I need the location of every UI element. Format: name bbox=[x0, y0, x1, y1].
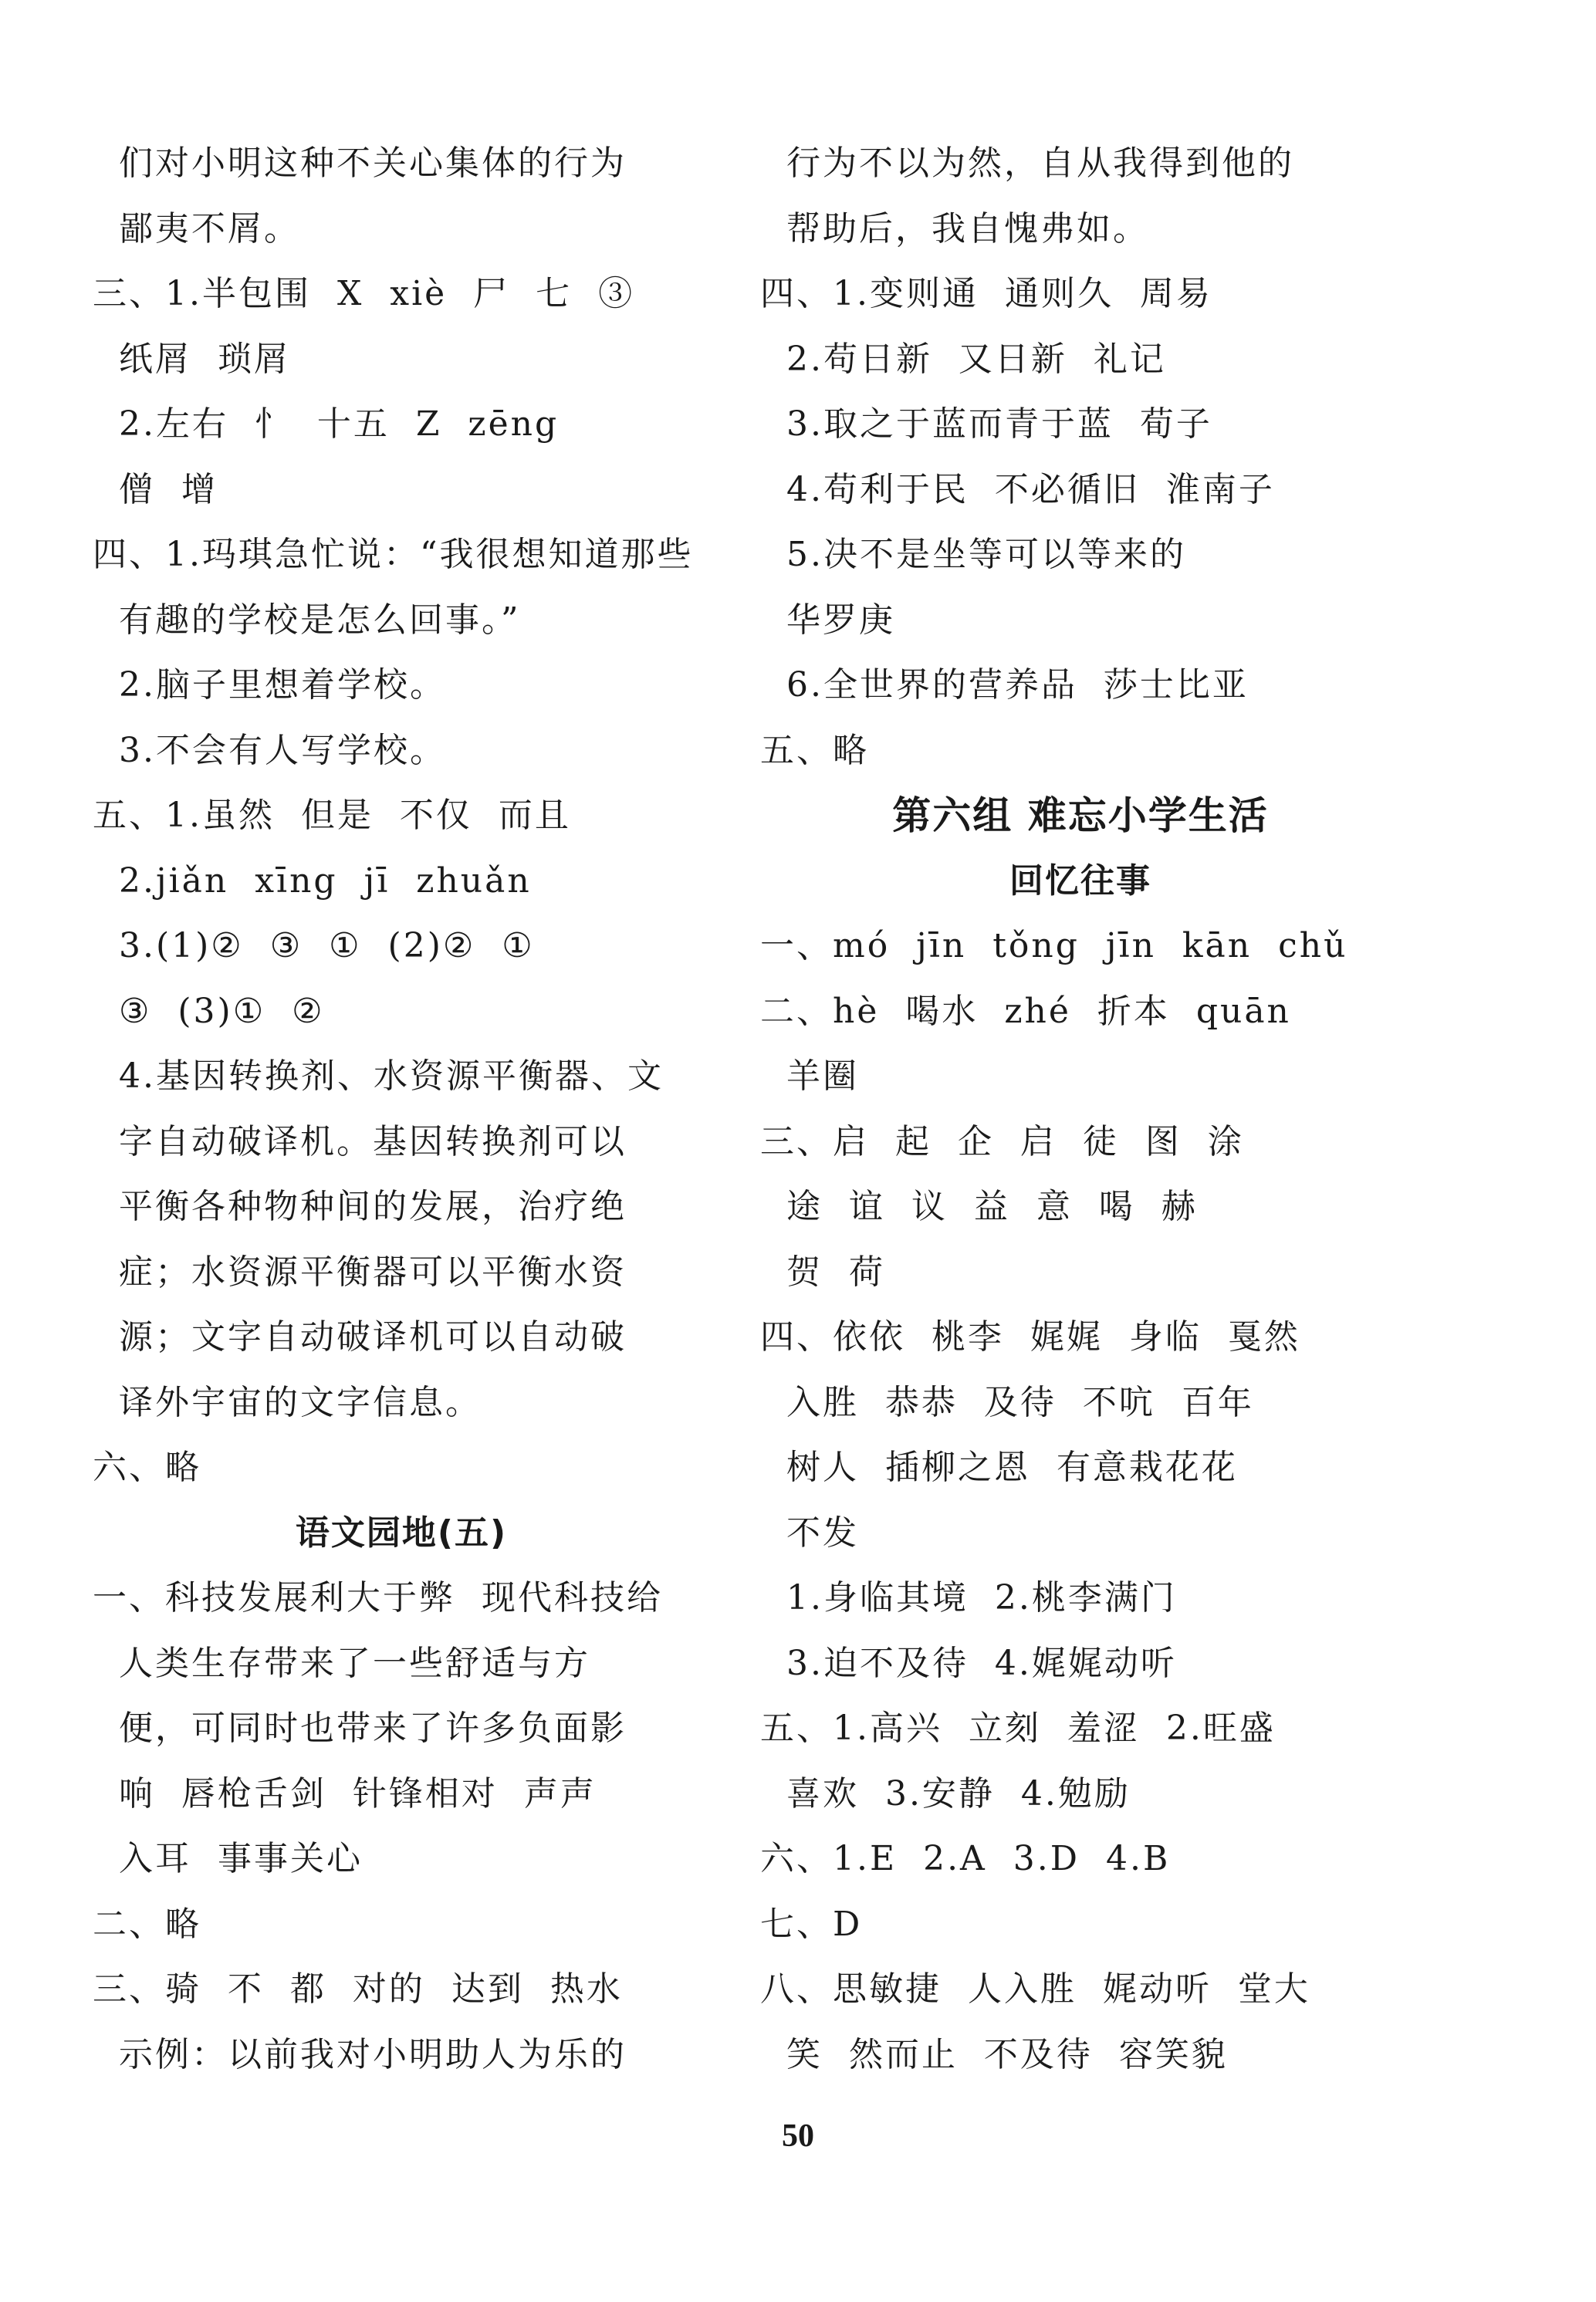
answer-line: 不发 bbox=[760, 1513, 859, 1553]
answer-line: 2.脑子里想着学校。 bbox=[93, 665, 446, 705]
answer-line: 3.取之于蓝而青于蓝 荀子 bbox=[760, 404, 1212, 444]
answer-line: 5.决不是坐等可以等来的 bbox=[760, 535, 1186, 574]
answer-line: 华罗庚 bbox=[760, 600, 895, 640]
answer-line: 们对小明这种不关心集体的行为 bbox=[93, 144, 627, 183]
answer-line: 字自动破译机。基因转换剂可以 bbox=[93, 1121, 627, 1161]
answer-line: 贺 荷 bbox=[760, 1252, 885, 1292]
answer-line: 三、骑 不 都 对的 达到 热水 bbox=[93, 1969, 623, 2009]
answer-line: 2.苟日新 又日新 礼记 bbox=[760, 339, 1166, 379]
answer-line: 4.苟利于民 不必循旧 淮南子 bbox=[760, 469, 1275, 509]
answer-line: 3.不会有人写学校。 bbox=[93, 730, 446, 770]
answer-line: ③ (3)① ② bbox=[93, 991, 325, 1031]
answer-line: 入耳 事事关心 bbox=[93, 1839, 363, 1878]
answer-line: 2.jiǎn xīng jī zhuǎn bbox=[93, 860, 532, 901]
answer-line: 行为不以为然，自从我得到他的 bbox=[760, 144, 1294, 183]
right-column bbox=[760, 131, 1401, 2087]
section-heading: 第六组 难忘小学生活 bbox=[892, 793, 1269, 838]
answer-line: 2.左右 忄 十五 Z zēng bbox=[93, 404, 560, 444]
answer-line: 4.基因转换剂、水资源平衡器、文 bbox=[93, 1056, 664, 1096]
answer-line: 四、1.玛琪急忙说：“我很想知道那些 bbox=[93, 535, 694, 574]
answer-line: 树人 插柳之恩 有意栽花花 bbox=[760, 1448, 1238, 1487]
answer-line: 示例：以前我对小明助人为乐的 bbox=[93, 2034, 627, 2074]
answer-line: 三、1.半包围 X xiè 尸 七 ③ bbox=[93, 274, 635, 313]
answer-line: 喜欢 3.安静 4.勉励 bbox=[760, 1773, 1131, 1814]
answer-line: 便，可同时也带来了许多负面影 bbox=[93, 1709, 627, 1748]
answer-line: 四、1.变则通 通则久 周易 bbox=[760, 274, 1212, 313]
answer-line: 七、D bbox=[760, 1904, 863, 1944]
answer-line: 六、1.E 2.A 3.D 4.B bbox=[760, 1839, 1171, 1878]
answer-line: 五、1.高兴 立刻 羞涩 2.旺盛 bbox=[760, 1709, 1276, 1748]
answer-line: 二、略 bbox=[93, 1904, 201, 1944]
answer-line: 有趣的学校是怎么回事。” bbox=[93, 600, 521, 640]
answer-line: 羊圈 bbox=[760, 1056, 859, 1096]
answer-line: 3.迫不及待 4.娓娓动听 bbox=[760, 1643, 1177, 1683]
left-column bbox=[93, 131, 710, 2087]
section-heading: 语文园地(五) bbox=[295, 1513, 508, 1553]
answer-line: 症；水资源平衡器可以平衡水资 bbox=[93, 1252, 627, 1292]
answer-line: 五、略 bbox=[760, 730, 869, 770]
answer-line: 六、略 bbox=[93, 1448, 201, 1487]
answer-line: 译外宇宙的文字信息。 bbox=[93, 1382, 482, 1422]
answer-line: 五、1.虽然 但是 不仅 而且 bbox=[93, 796, 571, 835]
page-number: 50 bbox=[782, 2118, 814, 2154]
answer-line: 纸屑 琐屑 bbox=[93, 339, 290, 379]
section-heading: 回忆往事 bbox=[1009, 860, 1151, 901]
answer-line: 一、mó jīn tǒng jīn kān chǔ bbox=[760, 926, 1348, 965]
answer-line: 源；文字自动破译机可以自动破 bbox=[93, 1317, 627, 1357]
answer-line: 6.全世界的营养品 莎士比亚 bbox=[760, 665, 1249, 705]
answer-line: 鄙夷不屑。 bbox=[93, 208, 300, 248]
answer-line: 3.(1)② ③ ① (2)② ① bbox=[93, 926, 535, 965]
answer-line: 1.身临其境 2.桃李满门 bbox=[760, 1578, 1177, 1617]
answer-line: 平衡各种物种间的发展，治疗绝 bbox=[93, 1187, 627, 1226]
answer-line: 响 唇枪舌剑 针锋相对 声声 bbox=[93, 1773, 597, 1814]
answer-line: 一、科技发展利大于弊 现代科技给 bbox=[93, 1578, 663, 1617]
answer-line: 僧 增 bbox=[93, 469, 218, 509]
answer-line: 入胜 恭恭 及待 不吭 百年 bbox=[760, 1382, 1254, 1422]
answer-line: 二、hè 喝水 zhé 折本 quān bbox=[760, 991, 1291, 1031]
answer-line: 笑 然而止 不及待 容笑貌 bbox=[760, 2034, 1228, 2074]
answer-line: 四、依依 桃李 娓娓 身临 戛然 bbox=[760, 1317, 1300, 1357]
answer-line: 八、思敏捷 人入胜 娓动听 堂大 bbox=[760, 1969, 1310, 2009]
answer-line: 三、启 起 企 启 徒 图 涂 bbox=[760, 1121, 1244, 1161]
answer-line: 人类生存带来了一些舒适与方 bbox=[93, 1643, 590, 1683]
answer-line: 帮助后，我自愧弗如。 bbox=[760, 208, 1149, 248]
answer-line: 途 谊 议 益 意 喝 赫 bbox=[760, 1187, 1198, 1226]
